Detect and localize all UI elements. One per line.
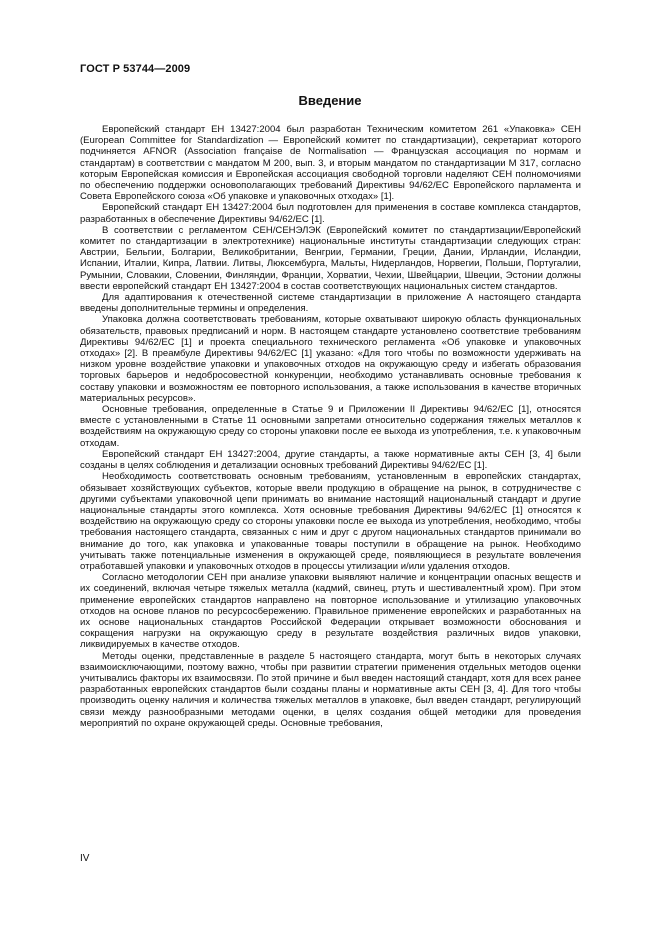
paragraph: Согласно методологии СЕН при анализе упаковки выявляют наличие и концентрации опасных веществ и их соединений, включая четыре тяжелых металла (кадмий, свинец, ртуть и шестивалентный хром). При этом применение европейских стандартов направлено на повторное использование и утилизацию упаковочных отходов на основе планов по ресурсосбережению. Правильное применение европейских и разработанных на их основе национальных стандартов Российской Федерации открывает возможности обоснования и сокращения нагрузки на окружающую среду в результате воздействия различных видов упаковки, ликвидируемых в качестве отходов. [80,572,581,651]
paragraph: Методы оценки, представленные в разделе 5 настоящего стандарта, могут быть в некоторых случаях взаимоисключающими, поэтому важно, чтобы при развитии стратегии применения отдельных методов оценки учитывались факторы их взаимосвязи. По этой причине и был введен настоящий стандарт, хотя для всех ранее разработанных европейских стандартов были созданы планы и нормативные акты СЕН [3, 4]. Для того чтобы производить оценку наличия и количества тяжелых металлов в упаковке, был введен стандарт, регулирующий связи между разнообразными методами оценки, в целях создания общей методики для проведения мероприятий по охране окружающей среды. Основные требования, [80,650,581,729]
paragraph: Европейский стандарт ЕН 13427:2004 был разработан Техническим комитетом 261 «Упаковка» СЕН (European Committee for Standardization — Европейский комитет по стандартизации), секретариат которого подчиняется AFNOR (Association française de Normalisation — Французская ассоциация по нормам и стандартам) в соответствии с мандатом М 200, вып. 3, и вторым мандатом по стандартизации М 317, согласно которым Европейская комиссия и Европейская ассоциация свободной торговли наделяют СЕН полномочиями по обеспечению поддержки основополагающих требований Директивы 94/62/ЕС Европейского парламента и Совета Европейского союза «Об упаковке и упаковочных отходах» [1]. [80,124,581,203]
paragraph: Упаковка должна соответствовать требованиям, которые охватывают широкую область функциональных обязательств, правовых предписаний и норм. В настоящем стандарте установлено соответствие требованиям Директивы 94/62/ЕС [1] и проекта специального технического регламента «Об упаковке и упаковочных отходах» [2]. В преамбуле Директивы 94/62/ЕС [1] указано: «Для того чтобы по возможности удерживать на низком уровне воздействие упаковки и упаковочных отходов на окружающую среду и избегать образования торговых барьеров и недобросовестной конкуренции, необходимо устанавливать основные требования к составу упаковки и возможностям ее повторного использования, а также использования в качестве вторичных материальных ресурсов». [80,314,581,404]
page-number: IV [80,853,90,864]
paragraph: Европейский стандарт ЕН 13427:2004 был подготовлен для применения в составе комплекса стандартов, разработанных в обеспечение Директивы 94/62/ЕС [1]. [80,202,581,225]
paragraph: Основные требования, определенные в Статье 9 и Приложении II Директивы 94/62/ЕС [1], относятся вместе с установленными в Статье 11 основными запретами относительно содержания тяжелых металлов к воздействиям на окружающую среду со стороны упаковки после ее выхода из употребления, т.е. к упаковочным отходам. [80,404,581,449]
paragraph: Для адаптирования к отечественной системе стандартизации в приложение А настоящего стандарта введены дополнительные термины и определения. [80,292,581,315]
paragraph: Европейский стандарт ЕН 13427:2004, другие стандарты, а также нормативные акты СЕН [3, 4] были созданы в целях соблюдения и детализации основных требований Директивы 94/62/ЕС [1]. [80,448,581,472]
body-text [80,124,581,729]
section-title: Введение [298,93,362,108]
paragraph: В соответствии с регламентом СЕН/СЕНЭЛЭК (Европейский комитет по стандартизации/Европейский комитет по стандартизации в электротехнике) национальные институты стандартизации следующих стран: Австрии, Бельгии, Болгарии, Великобритании, Венгрии, Германии, Греции, Дании, Ирландии, Исландии, Испании, Италии, Кипра, Латвии. Литвы, Люксембурга, Мальты, Нидерландов, Норвегии, Польши, Португалии, Румынии, Словакии, Словении, Финляндии, Франции, Хорватии, Чехии, Швейцарии, Швеции, Эстонии должны ввести европейский стандарт ЕН 13427:2004 в состав соответствующих национальных систем стандартов. [80,224,581,292]
paragraph: Необходимость соответствовать основным требованиям, установленным в европейских стандартах, обязывает хозяйствующих субъектов, которые ввели продукцию в обращение на рынок, в сотрудничестве с другими субъектами упаковочной цепи принимать во внимание настоящий национальный стандарт и другие национальные стандарты этого комплекса. Хотя основные требования Директивы 94/62/ЕС [1] относятся к воздействию на окружающую среду со стороны упаковки после ее выхода из употребления, необходимо, чтобы требования настоящего стандарта, связанных с ним и друг с другом национальных стандартов принимали во внимание до того, как упаковка и упакованные товары поступили в обращение на рынок. Необходимо учитывать также потенциальные изменения в окружающей среде, появляющиеся в результате вовлечения отработавшей упаковки и упаковочных отходов в процессы утилизации и/или удаления отходов. [80,471,581,572]
document-id: ГОСТ Р 53744—2009 [80,63,191,75]
